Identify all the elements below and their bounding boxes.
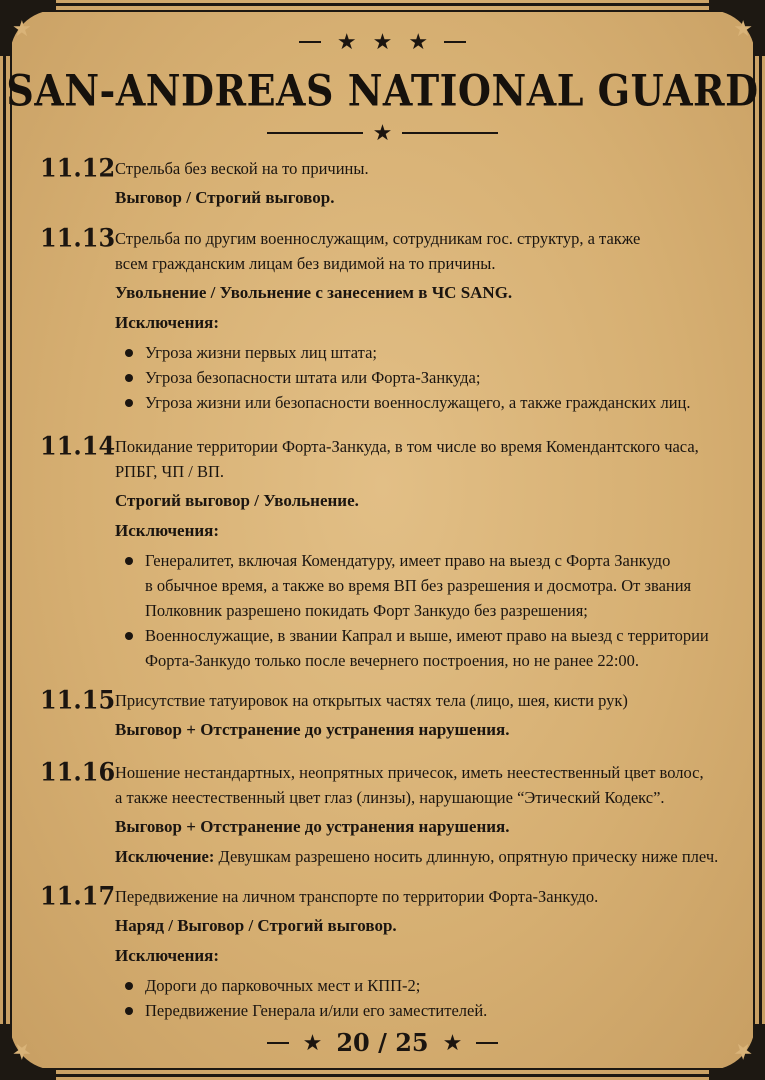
rule-body [115,884,725,1023]
list-item-text: Угроза жизни первых лиц штата; [145,343,378,362]
top-decorative-rule [0,31,765,53]
star-icon: ★ [372,29,393,54]
rule-penalty: Выговор + Отстранение до устранения нарушения. [115,817,510,836]
star-icon: ★ [302,1029,323,1055]
list-item-text: Дороги до парковочных мест и КПП-2; [145,976,421,995]
rule-number: 11.12 [40,152,116,183]
rule-penalty: Увольнение / Увольнение с занесением в ЧС SANG. [115,283,513,302]
list-item [125,623,725,673]
list-item [125,998,725,1023]
exceptions-list [115,973,725,1023]
corner-star-icon: ★ [12,1039,32,1064]
page-footer [0,1028,765,1057]
rule-line [267,132,363,134]
rule-text-line: Передвижение на личном транспорте по территории Форта-Занкудо. [115,887,599,906]
rule-dash [267,1042,289,1044]
page-number: 20 / 25 [336,1028,429,1057]
title-underline-rule [0,122,765,144]
star-icon: ★ [336,29,357,54]
list-item-text: Форта-Занкудо только после вечернего построения, но не ранее 22:00. [145,651,640,670]
list-item-text: в обычное время, а также во время ВП без разрешения и досмотра. От звания [145,576,692,595]
rule-text-line: а также неестественный цвет глаз (линзы), нарушающие “Этический Кодекс”. [115,788,665,807]
rule-text-line: всем гражданским лицам без видимой на то причины. [115,254,496,273]
exceptions-list [115,548,725,673]
list-item [125,973,725,998]
exceptions-list [115,340,725,415]
rule-text-line: Ношение нестандартных, неопрятных причесок, иметь неестественный цвет волос, [115,763,704,782]
list-item [125,390,725,415]
list-item-text: Полковник разрешено покидать Форт Занкудо без разрешения; [145,601,588,620]
rule-text-line: Стрельба без веской на то причины. [115,159,369,178]
rule-line [402,132,498,134]
rule-dash [476,1042,498,1044]
rule-text-line: Присутствие татуировок на открытых частях тела (лицо, шея, кисти рук) [115,691,628,710]
rule-penalty: Выговор / Строгий выговор. [115,188,335,207]
corner-star-icon: ★ [733,16,753,41]
star-icon: ★ [408,29,429,54]
exceptions-label: Исключения: [115,521,220,540]
rule-body [115,434,725,673]
rule-number: 11.16 [40,756,116,787]
list-item [125,340,725,365]
rule-number: 11.17 [40,880,116,911]
rule-text-line: Стрельба по другим военнослужащим, сотрудникам гос. структур, а также [115,229,641,248]
rule-body [115,760,725,869]
list-item [125,548,725,623]
corner-star-icon: ★ [12,16,32,41]
rule-body [115,226,725,415]
inline-exception [115,844,725,869]
exception-text: Девушкам разрешено носить длинную, опрятную прическу ниже плеч. [214,847,719,866]
rule-text-line: РПБГ, ЧП / ВП. [115,462,225,481]
corner-star-icon: ★ [733,1039,753,1064]
list-item-text: Угроза жизни или безопасности военнослужащего, а также гражданских лиц. [145,393,691,412]
exception-label: Исключение: [115,847,215,866]
exceptions-label: Исключения: [115,946,220,965]
exceptions-label: Исключения: [115,313,220,332]
rule-dash [299,41,321,43]
list-item-text: Генералитет, включая Комендатуру, имеет право на выезд с Форта Занкудо [145,551,671,570]
rule-number: 11.13 [40,222,116,253]
rule-dash [444,41,466,43]
list-item-text: Угроза безопасности штата или Форта-Занкуда; [145,368,481,387]
rule-number: 11.15 [40,684,116,715]
page-title: SAN-ANDREAS NATIONAL GUARD [6,65,759,116]
rule-number: 11.14 [40,430,116,461]
rule-penalty: Наряд / Выговор / Строгий выговор. [115,916,397,935]
list-item-text: Военнослужащие, в звании Капрал и выше, имеют право на выезд с территории [145,626,709,645]
rule-penalty: Строгий выговор / Увольнение. [115,491,359,510]
rule-body [115,156,725,211]
star-icon: ★ [372,120,393,145]
list-item [125,365,725,390]
star-icon: ★ [442,1029,463,1055]
rule-penalty: Выговор + Отстранение до устранения нарушения. [115,720,510,739]
rule-text-line: Покидание территории Форта-Занкуда, в том числе во время Комендантского часа, [115,437,699,456]
rule-body [115,688,725,743]
list-item-text: Передвижение Генерала и/или его заместителей. [145,1001,488,1020]
